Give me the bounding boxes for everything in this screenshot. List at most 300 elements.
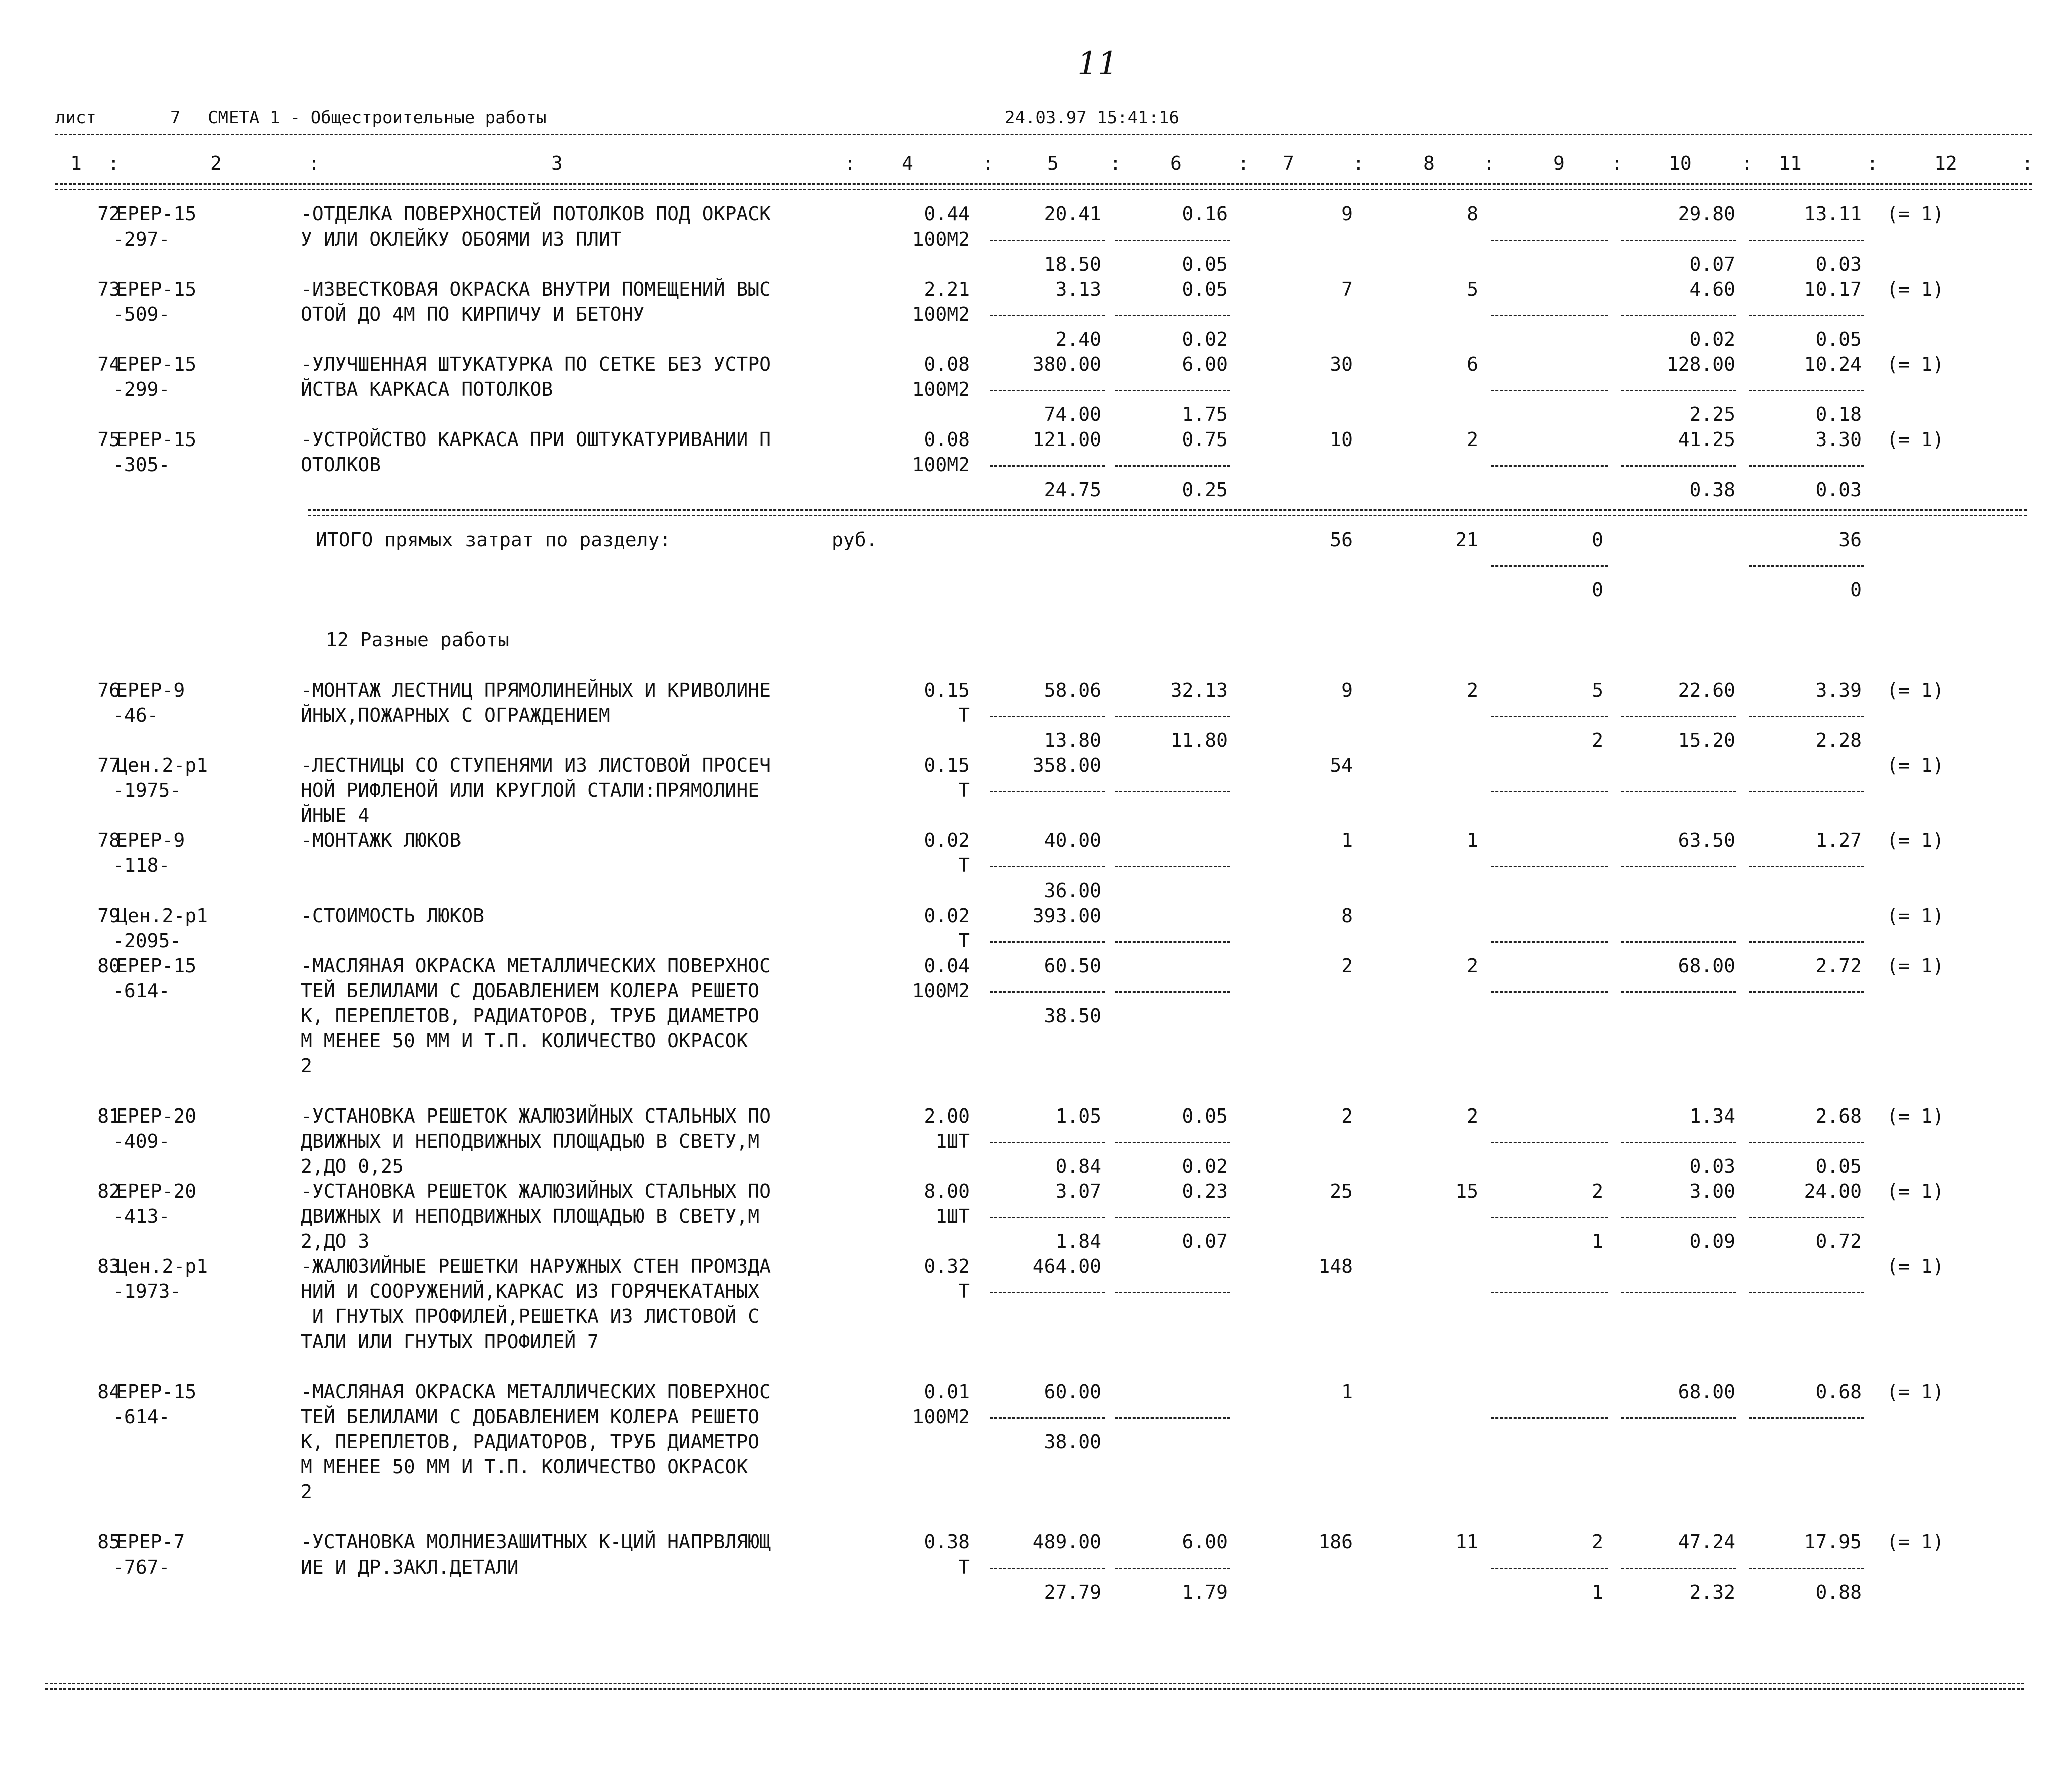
labor-value-c5: 1.84: [1055, 1230, 1101, 1252]
subtotal-rule: [1115, 465, 1230, 467]
subtotal-rule: [1115, 791, 1230, 792]
work-description-line: -ЛЕСТНИЦЫ СО СТУПЕНЯМИ ИЗ ЛИСТОВОЙ ПРОСЕЧ: [301, 754, 771, 776]
unit: 1ШТ: [935, 1205, 970, 1227]
section-total-l11: 0: [1850, 579, 1862, 601]
labor-value-c9: 1: [1592, 1230, 1603, 1252]
subtotal-rule: [1491, 791, 1608, 792]
quantity: 0.32: [924, 1255, 970, 1277]
section-total-c8: 21: [1455, 529, 1478, 551]
coefficient: (= 1): [1887, 353, 1944, 375]
coefficient: (= 1): [1887, 1180, 1944, 1202]
subtotal-rule: [1749, 315, 1864, 316]
labor-value-c6: 1.75: [1182, 403, 1228, 425]
labor-value-c10: 0.02: [1689, 328, 1735, 350]
subtotal-rule: [1621, 1142, 1736, 1143]
column-separator: :: [1867, 152, 1878, 174]
rate-subcode: -1975-: [113, 779, 182, 801]
item-number: 76: [97, 679, 120, 701]
coefficient: (= 1): [1887, 754, 1944, 776]
value-c7: 186: [1318, 1531, 1353, 1553]
unit: Т: [958, 854, 970, 876]
subtotal-rule: [1491, 1292, 1608, 1293]
subtotal-rule: [1491, 716, 1608, 717]
rate-subcode: -118-: [113, 854, 170, 876]
column-separator: :: [1483, 152, 1495, 174]
unit: 100М2: [912, 228, 970, 250]
labor-value-c5: 27.79: [1044, 1581, 1101, 1603]
value-c6: 0.05: [1182, 278, 1228, 300]
unit: Т: [958, 704, 970, 726]
subtotal-rule: [1621, 390, 1736, 391]
coefficient: (= 1): [1887, 955, 1944, 977]
unit: 100М2: [912, 454, 970, 476]
subtotal-rule: [1115, 1292, 1230, 1293]
work-description-line: ЙНЫХ,ПОЖАРНЫХ С ОГРАЖДЕНИЕМ: [301, 704, 610, 726]
coefficient: (= 1): [1887, 905, 1944, 927]
labor-value-c6: 11.80: [1170, 729, 1228, 751]
rate-code: ЕРЕР-15: [116, 353, 197, 375]
value-c9: 2: [1592, 1531, 1603, 1553]
work-description-line: -УСТАНОВКА РЕШЕТОК ЖАЛЮЗИЙНЫХ СТАЛЬНЫХ ПО: [301, 1180, 771, 1202]
total-rule: [1749, 565, 1864, 567]
value-c5: 121.00: [1032, 428, 1101, 451]
coefficient: (= 1): [1887, 1381, 1944, 1403]
header-bottom-double-rule: [55, 183, 2032, 190]
subtotal-rule: [1491, 1142, 1608, 1143]
work-description-line: ТЕЙ БЕЛИЛАМИ С ДОБАВЛЕНИЕМ КОЛЕРА РЕШЕТО: [301, 980, 760, 1002]
subtotal-rule: [1749, 1217, 1864, 1218]
subtotal-rule: [1491, 1417, 1608, 1419]
value-c10: 3.00: [1689, 1180, 1735, 1202]
work-description-line: -МОНТАЖК ЛЮКОВ: [301, 829, 462, 851]
value-c5: 60.00: [1044, 1381, 1101, 1403]
total-rule: [1491, 565, 1608, 567]
labor-value-c10: 15.20: [1678, 729, 1735, 751]
rate-subcode: -614-: [113, 1406, 170, 1428]
work-description-line: ОТОЙ ДО 4М ПО КИРПИЧУ И БЕТОНУ: [301, 303, 645, 325]
subtotal-rule: [990, 240, 1105, 241]
item-number: 82: [97, 1180, 120, 1202]
rate-code: ЕРЕР-15: [116, 955, 197, 977]
subtotal-rule: [1749, 991, 1864, 993]
column-header-9: 9: [1553, 152, 1565, 174]
rate-code: Цен.2-р1: [116, 905, 208, 927]
subtotal-rule: [1491, 240, 1608, 241]
subtotal-rule: [1491, 315, 1608, 316]
value-c8: 6: [1467, 353, 1478, 375]
subtotal-rule: [990, 991, 1105, 993]
work-description-line: К, ПЕРЕПЛЕТОВ, РАДИАТОРОВ, ТРУБ ДИАМЕТРО: [301, 1005, 760, 1027]
subtotal-rule: [990, 1417, 1105, 1419]
coefficient: (= 1): [1887, 278, 1944, 300]
column-header-8: 8: [1423, 152, 1435, 174]
item-number: 73: [97, 278, 120, 300]
labor-value-c10: 2.32: [1689, 1581, 1735, 1603]
rate-code: ЕРЕР-15: [116, 1381, 197, 1403]
rate-code: ЕРЕР-9: [116, 829, 185, 851]
subtotal-rule: [1115, 941, 1230, 943]
subtotal-rule: [1749, 716, 1864, 717]
value-c7: 9: [1341, 679, 1353, 701]
value-c11: 0.68: [1815, 1381, 1862, 1403]
quantity: 0.08: [924, 428, 970, 451]
rate-subcode: -1973-: [113, 1280, 182, 1302]
subtotal-rule: [1621, 1417, 1736, 1419]
value-c5: 58.06: [1044, 679, 1101, 701]
coefficient: (= 1): [1887, 203, 1944, 225]
column-header-6: 6: [1170, 152, 1182, 174]
subtotal-rule: [1491, 390, 1608, 391]
work-description-line: ТАЛИ ИЛИ ГНУТЫХ ПРОФИЛЕЙ 7: [301, 1330, 599, 1353]
item-number: 81: [97, 1105, 120, 1127]
subtotal-rule: [990, 390, 1105, 391]
value-c11: 10.17: [1804, 278, 1862, 300]
item-number: 72: [97, 203, 120, 225]
labor-value-c5: 18.50: [1044, 253, 1101, 275]
subtotal-rule: [1621, 240, 1736, 241]
subtotal-rule: [1621, 791, 1736, 792]
quantity: 0.04: [924, 955, 970, 977]
column-header-4: 4: [902, 152, 913, 174]
item-number: 84: [97, 1381, 120, 1403]
subtotal-rule: [1749, 240, 1864, 241]
work-description-line: -СТОИМОСТЬ ЛЮКОВ: [301, 905, 485, 927]
value-c11: 1.27: [1815, 829, 1862, 851]
rate-code: ЕРЕР-7: [116, 1531, 185, 1553]
subtotal-rule: [1115, 1142, 1230, 1143]
value-c10: 29.80: [1678, 203, 1735, 225]
coefficient: (= 1): [1887, 428, 1944, 451]
coefficient: (= 1): [1887, 1255, 1944, 1277]
value-c10: 4.60: [1689, 278, 1735, 300]
labor-value-c5: 36.00: [1044, 879, 1101, 902]
work-description-line: И ГНУТЫХ ПРОФИЛЕЙ,РЕШЕТКА ИЗ ЛИСТОВОЙ С: [301, 1305, 760, 1327]
subtotal-rule: [1115, 315, 1230, 316]
quantity: 0.15: [924, 754, 970, 776]
section-total-c9: 0: [1592, 529, 1603, 551]
labor-value-c6: 0.25: [1182, 479, 1228, 501]
labor-value-c11: 0.03: [1815, 479, 1862, 501]
labor-value-c11: 2.28: [1815, 729, 1862, 751]
subtotal-rule: [1749, 791, 1864, 792]
subtotal-rule: [1621, 991, 1736, 993]
column-separator: :: [308, 152, 320, 174]
value-c7: 2: [1341, 955, 1353, 977]
value-c7: 148: [1318, 1255, 1353, 1277]
value-c10: 1.34: [1689, 1105, 1735, 1127]
column-header-5: 5: [1047, 152, 1059, 174]
value-c8: 5: [1467, 278, 1478, 300]
column-header-3: 3: [551, 152, 563, 174]
work-description-line: 2,ДО 0,25: [301, 1155, 404, 1177]
section-title: 12 Разные работы: [326, 629, 510, 651]
subtotal-rule: [1491, 465, 1608, 467]
rate-subcode: -305-: [113, 454, 170, 476]
labor-value-c11: 0.88: [1815, 1581, 1862, 1603]
value-c6: 6.00: [1182, 353, 1228, 375]
subtotal-rule: [1491, 991, 1608, 993]
subtotal-rule: [1749, 866, 1864, 867]
value-c8: 15: [1455, 1180, 1478, 1202]
value-c7: 7: [1341, 278, 1353, 300]
work-description-line: М МЕНЕЕ 50 ММ И Т.П. КОЛИЧЕСТВО ОКРАСОК: [301, 1456, 748, 1478]
value-c6: 0.16: [1182, 203, 1228, 225]
unit: 100М2: [912, 980, 970, 1002]
subtotal-rule: [1115, 1217, 1230, 1218]
labor-value-c5: 38.00: [1044, 1431, 1101, 1453]
value-c5: 1.05: [1055, 1105, 1101, 1127]
work-description-line: 2: [301, 1055, 312, 1077]
work-description-line: НОЙ РИФЛЕНОЙ ИЛИ КРУГЛОЙ СТАЛИ:ПРЯМОЛИНЕ: [301, 779, 760, 801]
work-description-line: 2,ДО 3: [301, 1230, 370, 1252]
work-description-line: 2: [301, 1481, 312, 1503]
labor-value-c6: 0.02: [1182, 328, 1228, 350]
value-c5: 489.00: [1032, 1531, 1101, 1553]
value-c8: 2: [1467, 428, 1478, 451]
coefficient: (= 1): [1887, 829, 1944, 851]
quantity: 0.02: [924, 829, 970, 851]
value-c5: 380.00: [1032, 353, 1101, 375]
estimate-title: СМЕТА 1 - Общестроительные работы: [208, 108, 547, 128]
header-top-rule: [55, 134, 2032, 135]
value-c5: 393.00: [1032, 905, 1101, 927]
work-description-line: -УЛУЧШЕННАЯ ШТУКАТУРКА ПО СЕТКЕ БЕЗ УСТРО: [301, 353, 771, 375]
labor-value-c5: 74.00: [1044, 403, 1101, 425]
value-c7: 2: [1341, 1105, 1353, 1127]
item-number: 74: [97, 353, 120, 375]
labor-value-c5: 38.50: [1044, 1005, 1101, 1027]
value-c8: 2: [1467, 679, 1478, 701]
rate-subcode: -413-: [113, 1205, 170, 1227]
work-description-line: У ИЛИ ОКЛЕЙКУ ОБОЯМИ ИЗ ПЛИТ: [301, 228, 622, 250]
column-separator: :: [1611, 152, 1623, 174]
column-header-11: 11: [1779, 152, 1802, 174]
value-c10: 128.00: [1666, 353, 1735, 375]
subtotal-rule: [1491, 1217, 1608, 1218]
item-number: 78: [97, 829, 120, 851]
labor-value-c5: 0.84: [1055, 1155, 1101, 1177]
handwritten-page-number: 11: [1077, 45, 1118, 82]
item-number: 75: [97, 428, 120, 451]
value-c8: 8: [1467, 203, 1478, 225]
work-description-line: ИЕ И ДР.ЗАКЛ.ДЕТАЛИ: [301, 1556, 519, 1578]
value-c10: 41.25: [1678, 428, 1735, 451]
work-description-line: ДВИЖНЫХ И НЕПОДВИЖНЫХ ПЛОЩАДЬЮ В СВЕТУ,М: [301, 1205, 760, 1227]
column-separator: :: [1741, 152, 1753, 174]
item-number: 80: [97, 955, 120, 977]
unit: Т: [958, 1280, 970, 1302]
value-c10: 63.50: [1678, 829, 1735, 851]
value-c5: 40.00: [1044, 829, 1101, 851]
work-description-line: ТЕЙ БЕЛИЛАМИ С ДОБАВЛЕНИЕМ КОЛЕРА РЕШЕТО: [301, 1406, 760, 1428]
value-c5: 60.50: [1044, 955, 1101, 977]
subtotal-rule: [1749, 941, 1864, 943]
subtotal-rule: [1491, 866, 1608, 867]
subtotal-rule: [990, 941, 1105, 943]
subtotal-rule: [990, 1217, 1105, 1218]
unit: 100М2: [912, 378, 970, 400]
subtotal-rule: [1749, 390, 1864, 391]
value-c11: 17.95: [1804, 1531, 1862, 1553]
value-c8: 2: [1467, 955, 1478, 977]
rate-subcode: -767-: [113, 1556, 170, 1578]
unit: Т: [958, 930, 970, 952]
rate-subcode: -299-: [113, 378, 170, 400]
column-separator: :: [1238, 152, 1249, 174]
value-c9: 5: [1592, 679, 1603, 701]
subtotal-rule: [1621, 1292, 1736, 1293]
work-description-line: -МАСЛЯНАЯ ОКРАСКА МЕТАЛЛИЧЕСКИХ ПОВЕРХНОС: [301, 955, 771, 977]
quantity: 0.01: [924, 1381, 970, 1403]
column-header-10: 10: [1669, 152, 1692, 174]
quantity: 0.15: [924, 679, 970, 701]
rate-subcode: -2095-: [113, 930, 182, 952]
work-description-line: -УСТАНОВКА МОЛНИЕЗАШИТНЫХ К-ЦИЙ НАПРВЛЯЮЩ: [301, 1531, 771, 1553]
value-c5: 358.00: [1032, 754, 1101, 776]
value-c11: 2.68: [1815, 1105, 1862, 1127]
subtotal-rule: [1115, 1568, 1230, 1569]
value-c8: 11: [1455, 1531, 1478, 1553]
column-header-2: 2: [210, 152, 222, 174]
coefficient: (= 1): [1887, 679, 1944, 701]
unit: Т: [958, 1556, 970, 1578]
value-c11: 3.39: [1815, 679, 1862, 701]
subtotal-rule: [1491, 941, 1608, 943]
item-number: 85: [97, 1531, 120, 1553]
subtotal-rule: [1749, 1292, 1864, 1293]
subtotal-rule: [990, 716, 1105, 717]
subtotal-rule: [1115, 716, 1230, 717]
rate-subcode: -297-: [113, 228, 170, 250]
work-description-line: -ОТДЕЛКА ПОВЕРХНОСТЕЙ ПОТОЛКОВ ПОД ОКРАСК: [301, 203, 771, 225]
labor-value-c11: 0.03: [1815, 253, 1862, 275]
value-c6: 32.13: [1170, 679, 1228, 701]
item-number: 83: [97, 1255, 120, 1277]
subtotal-rule: [1749, 465, 1864, 467]
rate-code: ЕРЕР-15: [116, 278, 197, 300]
value-c7: 9: [1341, 203, 1353, 225]
rate-code: Цен.2-р1: [116, 1255, 208, 1277]
print-datetime: 24.03.97 15:41:16: [1005, 108, 1179, 128]
section-total-unit: руб.: [832, 529, 878, 551]
labor-value-c9: 2: [1592, 729, 1603, 751]
labor-value-c6: 0.05: [1182, 253, 1228, 275]
subtotal-rule: [1749, 1568, 1864, 1569]
value-c8: 2: [1467, 1105, 1478, 1127]
value-c11: 24.00: [1804, 1180, 1862, 1202]
value-c5: 20.41: [1044, 203, 1101, 225]
value-c11: 2.72: [1815, 955, 1862, 977]
work-description-line: -УСТАНОВКА РЕШЕТОК ЖАЛЮЗИЙНЫХ СТАЛЬНЫХ ПО: [301, 1105, 771, 1127]
quantity: 0.38: [924, 1531, 970, 1553]
item-number: 79: [97, 905, 120, 927]
labor-value-c6: 1.79: [1182, 1581, 1228, 1603]
unit: 100М2: [912, 1406, 970, 1428]
value-c5: 464.00: [1032, 1255, 1101, 1277]
labor-value-c6: 0.02: [1182, 1155, 1228, 1177]
column-separator: :: [844, 152, 856, 174]
subtotal-rule: [1621, 465, 1736, 467]
work-description-line: -МАСЛЯНАЯ ОКРАСКА МЕТАЛЛИЧЕСКИХ ПОВЕРХНОС: [301, 1381, 771, 1403]
column-separator: :: [1353, 152, 1364, 174]
value-c6: 6.00: [1182, 1531, 1228, 1553]
value-c11: 13.11: [1804, 203, 1862, 225]
quantity: 2.00: [924, 1105, 970, 1127]
rate-code: ЕРЕР-15: [116, 428, 197, 451]
work-description-line: -МОНТАЖ ЛЕСТНИЦ ПРЯМОЛИНЕЙНЫХ И КРИВОЛИНЕ: [301, 679, 771, 701]
labor-value-c11: 0.72: [1815, 1230, 1862, 1252]
rate-code: Цен.2-р1: [116, 754, 208, 776]
rate-subcode: -614-: [113, 980, 170, 1002]
unit: 100М2: [912, 303, 970, 325]
labor-value-c10: 0.38: [1689, 479, 1735, 501]
labor-value-c9: 1: [1592, 1581, 1603, 1603]
rate-subcode: -46-: [113, 704, 159, 726]
labor-value-c10: 2.25: [1689, 403, 1735, 425]
value-c6: 0.75: [1182, 428, 1228, 451]
work-description-line: НИЙ И СООРУЖЕНИЙ,КАРКАС ИЗ ГОРЯЧЕКАТАНЫХ: [301, 1280, 760, 1302]
labor-value-c11: 0.05: [1815, 1155, 1862, 1177]
subtotal-rule: [1621, 866, 1736, 867]
labor-value-c6: 0.07: [1182, 1230, 1228, 1252]
coefficient: (= 1): [1887, 1531, 1944, 1553]
column-header-1: 1: [70, 152, 82, 174]
value-c7: 10: [1330, 428, 1353, 451]
total-double-rule: [308, 509, 2027, 516]
value-c7: 8: [1341, 905, 1353, 927]
column-separator: :: [982, 152, 994, 174]
subtotal-rule: [990, 1142, 1105, 1143]
column-header-12: 12: [1934, 152, 1957, 174]
section-total-l9: 0: [1592, 579, 1603, 601]
value-c7: 54: [1330, 754, 1353, 776]
value-c11: 3.30: [1815, 428, 1862, 451]
work-description-line: -ЖАЛЮЗИЙНЫЕ РЕШЕТКИ НАРУЖНЫХ СТЕН ПРОМЗДА: [301, 1255, 771, 1277]
page-bottom-double-rule: [45, 1683, 2024, 1690]
subtotal-rule: [1115, 1417, 1230, 1419]
labor-value-c10: 0.07: [1689, 253, 1735, 275]
value-c6: 0.05: [1182, 1105, 1228, 1127]
column-separator: :: [1110, 152, 1121, 174]
unit: 1ШТ: [935, 1130, 970, 1152]
sheet-label: лист: [55, 108, 96, 128]
subtotal-rule: [990, 1568, 1105, 1569]
subtotal-rule: [1621, 716, 1736, 717]
subtotal-rule: [1115, 991, 1230, 993]
quantity: 0.02: [924, 905, 970, 927]
rate-code: ЕРЕР-20: [116, 1180, 197, 1202]
value-c6: 0.23: [1182, 1180, 1228, 1202]
quantity: 8.00: [924, 1180, 970, 1202]
value-c10: 22.60: [1678, 679, 1735, 701]
value-c11: 10.24: [1804, 353, 1862, 375]
rate-code: ЕРЕР-9: [116, 679, 185, 701]
subtotal-rule: [990, 791, 1105, 792]
subtotal-rule: [1115, 390, 1230, 391]
value-c9: 2: [1592, 1180, 1603, 1202]
subtotal-rule: [1621, 1217, 1736, 1218]
subtotal-rule: [1115, 240, 1230, 241]
subtotal-rule: [1491, 1568, 1608, 1569]
section-total-c11: 36: [1838, 529, 1862, 551]
quantity: 0.44: [924, 203, 970, 225]
quantity: 2.21: [924, 278, 970, 300]
subtotal-rule: [1621, 1568, 1736, 1569]
work-description-line: -ИЗВЕСТКОВАЯ ОКРАСКА ВНУТРИ ПОМЕЩЕНИЙ ВЫС: [301, 278, 771, 300]
rate-subcode: -409-: [113, 1130, 170, 1152]
work-description-line: К, ПЕРЕПЛЕТОВ, РАДИАТОРОВ, ТРУБ ДИАМЕТРО: [301, 1431, 760, 1453]
rate-subcode: -509-: [113, 303, 170, 325]
